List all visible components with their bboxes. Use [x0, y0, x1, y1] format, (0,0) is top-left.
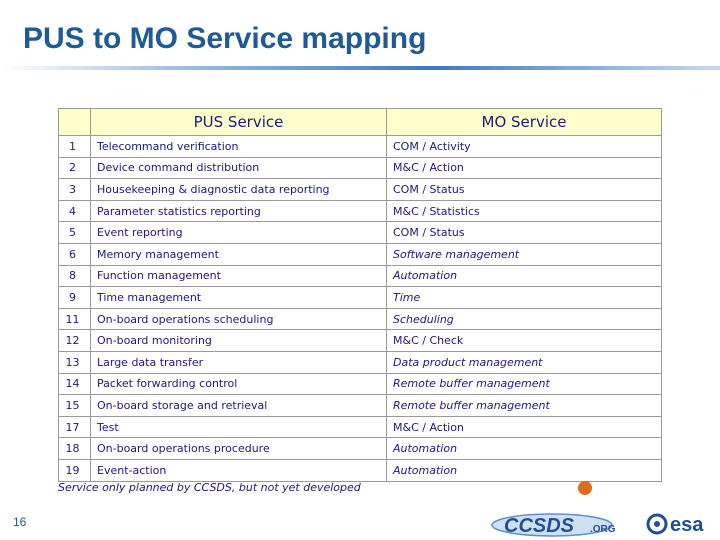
cell-mo-service: Automation — [387, 438, 662, 460]
cell-pus-service: On-board monitoring — [91, 330, 387, 352]
ccsds-logo-text: CCSDS — [504, 515, 575, 537]
cell-service-number: 9 — [59, 287, 91, 309]
table-row — [59, 179, 662, 201]
cell-mo-service: Scheduling — [387, 308, 662, 330]
cell-mo-service: M&C / Action — [387, 416, 662, 438]
footnote: Service only planned by CCSDS, but not yet developed — [58, 481, 361, 494]
esa-logo — [648, 514, 704, 536]
cell-mo-service: Time — [387, 287, 662, 309]
cell-service-number: 13 — [59, 351, 91, 373]
cell-pus-service: Large data transfer — [91, 351, 387, 373]
cell-pus-service: Parameter statistics reporting — [91, 200, 387, 222]
cell-pus-service: Packet forwarding control — [91, 373, 387, 395]
table-row — [59, 265, 662, 287]
cell-service-number: 4 — [59, 200, 91, 222]
table-row — [59, 222, 662, 244]
table-row — [59, 308, 662, 330]
table-row — [59, 157, 662, 179]
cell-pus-service: Test — [91, 416, 387, 438]
cell-service-number: 12 — [59, 330, 91, 352]
cell-service-number: 18 — [59, 438, 91, 460]
cell-service-number: 8 — [59, 265, 91, 287]
cell-mo-service: M&C / Check — [387, 330, 662, 352]
table-row — [59, 330, 662, 352]
cell-service-number: 14 — [59, 373, 91, 395]
cell-pus-service: On-board operations scheduling — [91, 308, 387, 330]
cell-service-number: 19 — [59, 459, 91, 481]
cell-pus-service: Event-action — [91, 459, 387, 481]
title-divider — [0, 66, 720, 70]
cell-pus-service: On-board operations procedure — [91, 438, 387, 460]
cell-mo-service: Automation — [387, 265, 662, 287]
cell-service-number: 2 — [59, 157, 91, 179]
service-mapping-table — [58, 108, 662, 482]
cell-service-number: 6 — [59, 243, 91, 265]
cell-service-number: 15 — [59, 395, 91, 417]
cell-pus-service: Function management — [91, 265, 387, 287]
cell-pus-service: On-board storage and retrieval — [91, 395, 387, 417]
table-row — [59, 395, 662, 417]
page-title: PUS to MO Service mapping — [23, 22, 427, 55]
esa-logo-text: esa — [670, 514, 704, 536]
cell-mo-service: Data product management — [387, 351, 662, 373]
cell-mo-service: COM / Status — [387, 179, 662, 201]
cell-mo-service: Remote buffer management — [387, 395, 662, 417]
table-row — [59, 287, 662, 309]
ccsds-logo — [492, 481, 616, 537]
logos — [490, 476, 720, 540]
cell-service-number: 3 — [59, 179, 91, 201]
cell-pus-service: Telecommand verification — [91, 136, 387, 158]
cell-mo-service: COM / Status — [387, 222, 662, 244]
cell-mo-service: COM / Activity — [387, 136, 662, 158]
cell-pus-service: Memory management — [91, 243, 387, 265]
cell-mo-service: M&C / Statistics — [387, 200, 662, 222]
header-mo-service: MO Service — [387, 109, 662, 136]
table-row — [59, 243, 662, 265]
cell-mo-service: Software management — [387, 243, 662, 265]
ccsds-logo-suffix: .ORG — [590, 524, 616, 535]
header-pus-service: PUS Service — [91, 109, 387, 136]
cell-service-number: 11 — [59, 308, 91, 330]
cell-pus-service: Time management — [91, 287, 387, 309]
table-header-row — [59, 109, 662, 136]
table-row — [59, 373, 662, 395]
table-row — [59, 200, 662, 222]
planet-icon — [578, 481, 592, 495]
header-number — [59, 109, 91, 136]
cell-pus-service: Event reporting — [91, 222, 387, 244]
table-row — [59, 438, 662, 460]
table-body — [59, 136, 662, 482]
cell-mo-service: M&C / Action — [387, 157, 662, 179]
cell-mo-service: Automation — [387, 459, 662, 481]
cell-service-number: 5 — [59, 222, 91, 244]
table-row — [59, 416, 662, 438]
table-row — [59, 136, 662, 158]
cell-service-number: 17 — [59, 416, 91, 438]
page-number: 16 — [13, 515, 27, 529]
cell-pus-service: Housekeeping & diagnostic data reporting — [91, 179, 387, 201]
table-row — [59, 351, 662, 373]
cell-mo-service: Remote buffer management — [387, 373, 662, 395]
cell-pus-service: Device command distribution — [91, 157, 387, 179]
cell-service-number: 1 — [59, 136, 91, 158]
